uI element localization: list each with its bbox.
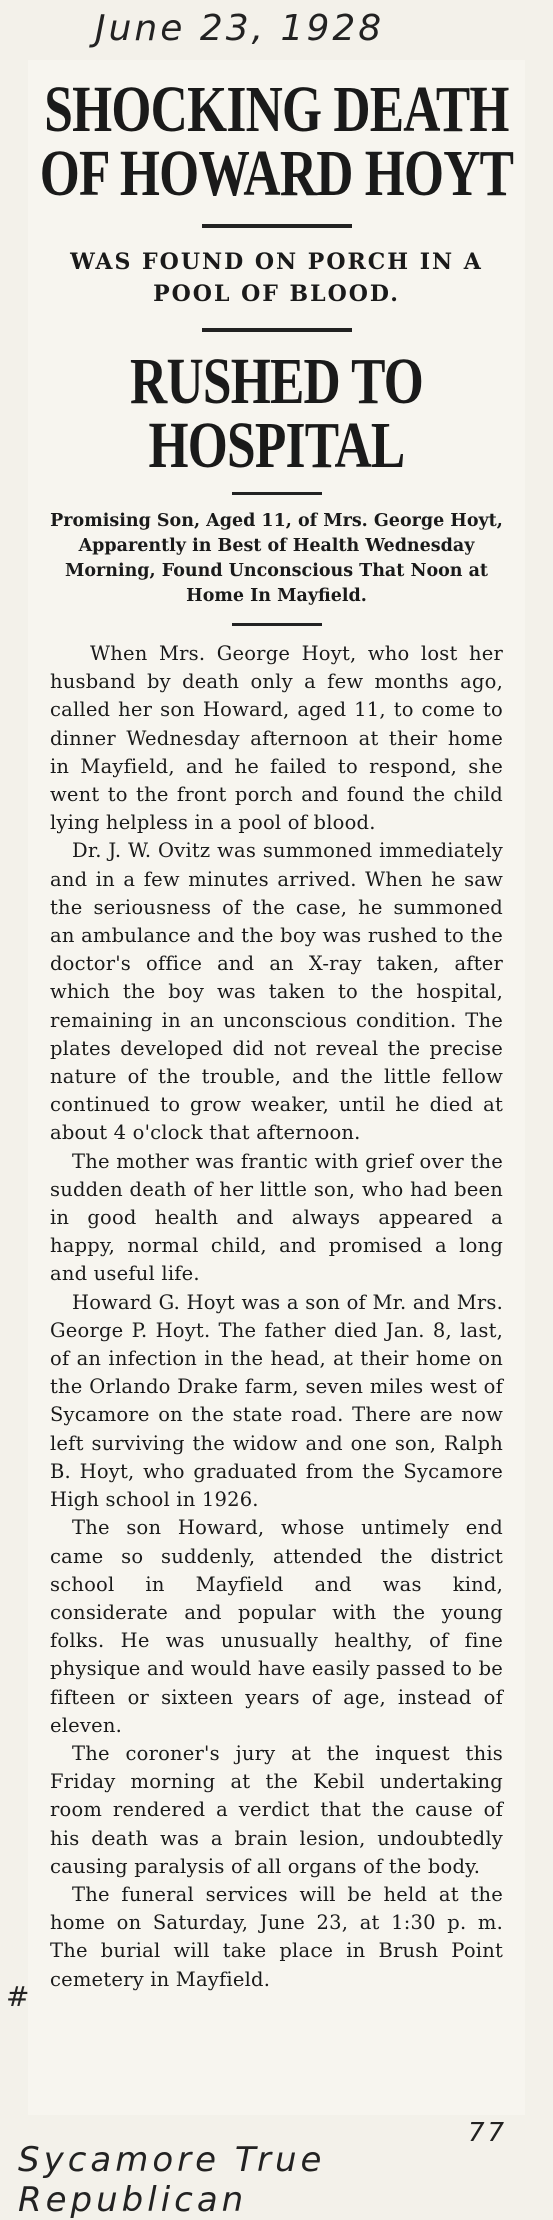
paragraph: Howard G. Hoyt was a son of Mr. and Mrs. George P. Hoyt. The father died Jan. 8, last, of an infection in the head, at their home on the Orlando Drake farm, seven miles west of Sycamore on the state road. There are now left surviving the widow and one son, Ralph B. Hoyt, who graduated from the Sycamore High school in 1926. [50, 1290, 503, 1512]
paragraph: When Mrs. George Hoyt, who lost her husband by death only a few months ago, called her son Howard, aged 11, to come to dinner Wednesday afternoon at their home in Mayfield, and he failed to respond, she went to the front porch and found the child lying helpless in a pool of blood. [50, 642, 503, 835]
second-headline: RUSHED TO HOSPITAL [130, 345, 423, 482]
headline-line-1: SHOCKING DEATH [44, 73, 509, 146]
deck-headline: WAS FOUND ON PORCH IN A POOL OF BLOOD. [70, 249, 483, 307]
subheadline: Promising Son, Aged 11, of Mrs. George Hoyt, Apparently in Best of Health Wednesday Morning, Found Unconscious That Noon at Home In Mayfield. [50, 511, 503, 606]
paragraph: The mother was frantic with grief over the sudden death of her little son, who had been in good health and always appeared a happy, normal child, and promised a long and useful life. [50, 1149, 503, 1286]
page-mark: 77 [468, 2118, 508, 2148]
divider-rule [202, 328, 352, 332]
paragraph: The coroner's jury at the inquest this Friday morning at the Kebil undertaking room rendered a verdict that the cause of his death was a brain lesion, undoubtedly causing paralysis of all organs of the body. [50, 1741, 503, 1878]
paragraph: Dr. J. W. Ovitz was summoned immediately and in a few minutes arrived. When he saw the seriousness of the case, he summoned an ambulance and the boy was rushed to the doctor's office and an X-ray taken, after which the boy was taken to the hospital, remaining in an unconscious condition. The plates developed did not reveal the precise nature of the trouble, and the little fellow continued to grow weaker, until he died at about 4 o'clock that afternoon. [50, 839, 503, 1145]
handwritten-source: Sycamore True Republican [18, 2140, 326, 2220]
divider-rule [232, 623, 322, 626]
paragraph: The son Howard, whose untimely end came so suddenly, attended the district school in Mayfield and was kind, considerate and popular with the young folks. He was unusually healthy, of fine physique and would have easily passed to be fifteen or sixteen years of age, instead of eleven. [50, 1516, 503, 1737]
paragraph: The funeral services will be held at the home on Saturday, June 23, at 1:30 p. m. The burial will take place in Brush Point cemetery in Mayfield. [50, 1882, 503, 1991]
headline-line-2: OF HOWARD HOYT [39, 137, 514, 210]
article-body [50, 640, 503, 1994]
handwritten-date: June 23, 1928 [95, 8, 385, 49]
divider-rule [232, 492, 322, 495]
divider-rule [202, 224, 352, 228]
newspaper-clipping [28, 60, 525, 2115]
margin-mark: # [6, 1980, 33, 2013]
